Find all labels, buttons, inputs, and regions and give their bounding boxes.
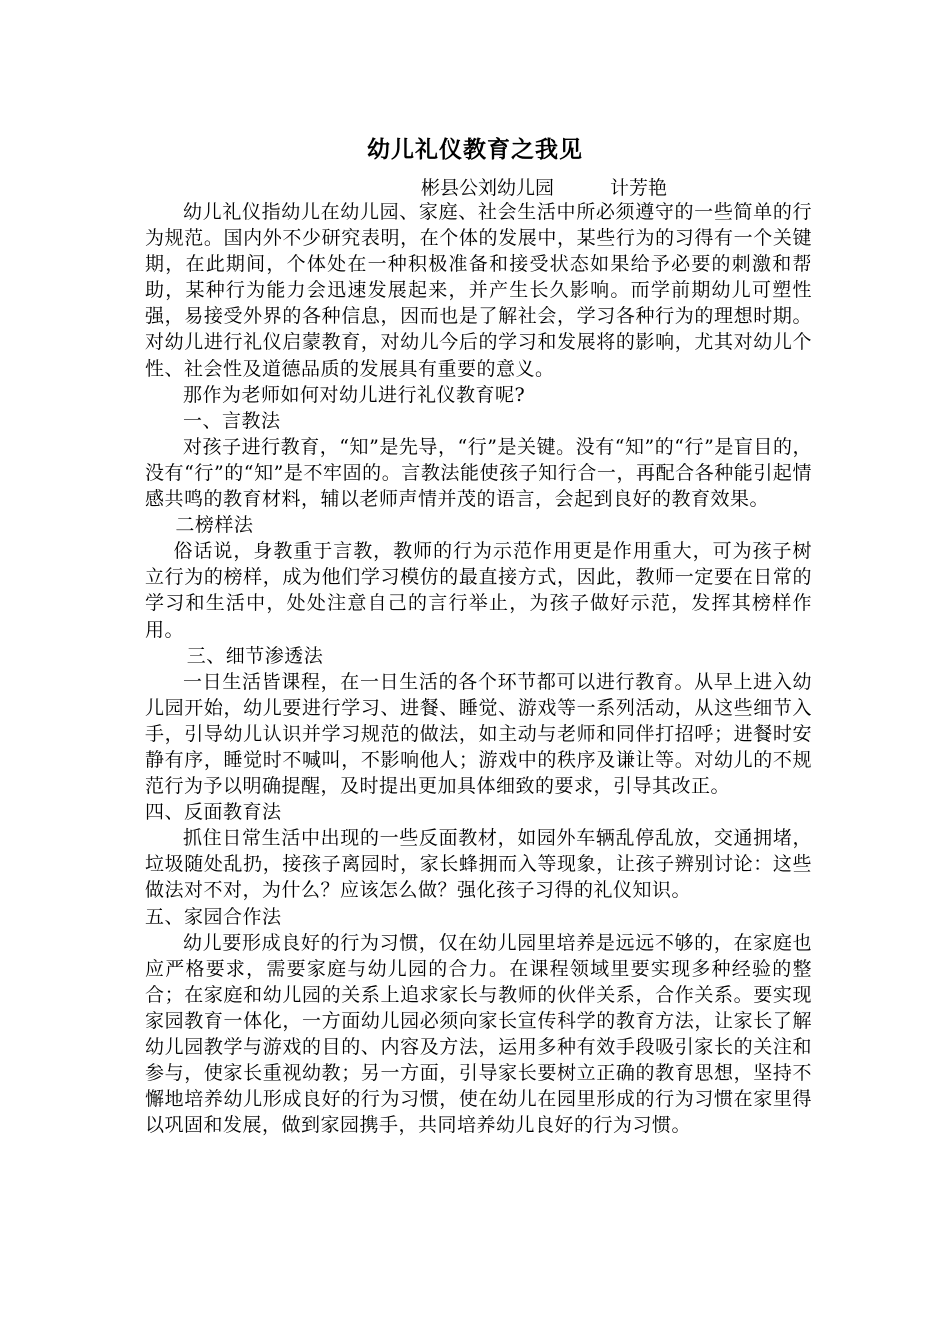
- section-body-2: 俗话说，身教重于言教，教师的行为示范作用更是作用重大，可为孩子树立行为的榜样，成为他们学习模仿的最直接方式，因此，教师一定要在日常的学习和生活中，处处注意自己的言行举止，为孩子做好示范，发挥其榜样作用。: [145, 540, 812, 641]
- section-body-3: 一日生活皆课程，在一日生活的各个环节都可以进行教育。从早上进入幼儿园开始，幼儿要进行学习、进餐、睡觉、游戏等一系列活动，从这些细节入手，引导幼儿认识并学习规范的做法，如主动与老师和同伴打招呼；进餐时安静有序，睡觉时不喊叫，不影响他人；游戏中的秩序及谦让等。对幼儿的不规范行为予以明确提醒，及时提出更加具体细致的要求，引导其改正。: [145, 670, 812, 798]
- section-heading-2: 二榜样法: [175, 514, 254, 537]
- document-title: 幼儿礼仪教育之我见: [367, 136, 583, 163]
- question-paragraph: 那作为老师如何对幼儿进行礼仪教育呢?: [183, 383, 526, 406]
- section-body-4: 抓住日常生活中出现的一些反面教材，如园外车辆乱停乱放，交通拥堵，垃圾随处乱扔，接孩子离园时，家长蜂拥而入等现象，让孩子辨别讨论：这些做法对不对，为什么？应该怎么做？强化孩子习得的礼仪知识。: [145, 827, 812, 902]
- author-name: 计芳艳: [610, 177, 668, 199]
- section-body-5: 幼儿要形成良好的行为习惯，仅在幼儿园里培养是远远不够的，在家庭也应严格要求，需要家庭与幼儿园的合力。在课程领域里要实现多种经验的整合；在家庭和幼儿园的关系上追求家长与教师的伙伴关系，合作关系。要实现家园教育一体化，一方面幼儿园必须向家长宣传科学的教育方法，让家长了解幼儿园教学与游戏的目的、内容及方法，运用多种有效手段吸引家长的关注和参与，使家长重视幼教；另一方面，引导家长要树立正确的教育思想，坚持不懈地培养幼儿形成良好的行为习惯，使在幼儿在园里形成的行为习惯在家里得以巩固和发展，做到家园携手，共同培养幼儿良好的行为习惯。: [145, 931, 812, 1137]
- section-heading-4: 四、反面教育法: [145, 801, 282, 824]
- school-name: 彬县公刘幼儿园: [421, 177, 555, 199]
- section-heading-1: 一、言教法: [183, 409, 281, 432]
- section-body-1: 对孩子进行教育，“知”是先导，“行”是关键。没有“知”的“行”是盲目的，没有“行”的“知”是不牢固的。言教法能使孩子知行合一，再配合各种能引起情感共鸣的教育材料，辅以老师声情并茂的语言，会起到良好的教育效果。: [145, 435, 812, 511]
- section-heading-5: 五、家园合作法: [145, 905, 282, 928]
- intro-paragraph: 幼儿礼仪指幼儿在幼儿园、家庭、社会生活中所必须遵守的一些简单的行为规范。国内外不少研究表明，在个体的发展中，某些行为的习得有一个关键期，在此期间，个体处在一种积极准备和接受状态如果给予必要的刺激和帮助，某种行为能力会迅速发展起来，并产生长久影响。而学前期幼儿可塑性强，易接受外界的各种信息，因而也是了解社会，学习各种行为的理想时期。对幼儿进行礼仪启蒙教育，对幼儿今后的学习和发展将的影响，尤其对幼儿个性、社会性及道德品质的发展具有重要的意义。: [145, 201, 812, 380]
- document-body: [145, 199, 812, 1138]
- section-heading-3: 三、细节渗透法: [186, 644, 324, 667]
